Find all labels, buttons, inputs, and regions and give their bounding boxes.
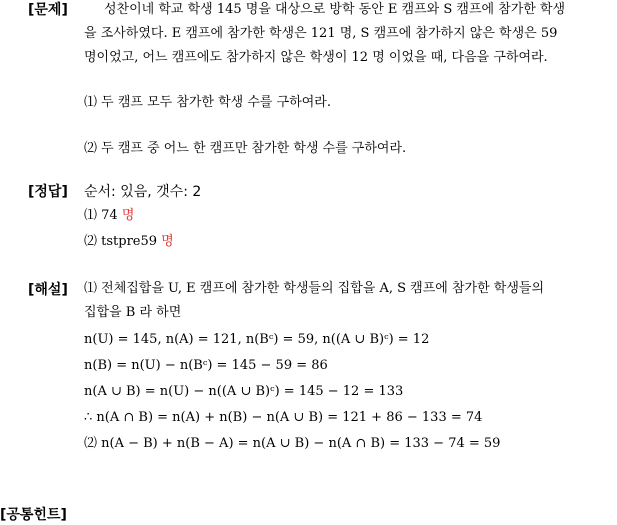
solution-line-7: ⑵ n(A − B) + n(B − A) = n(A ∪ B) − n(A ∩ B) = 133 − 74 = 59 (84, 436, 501, 451)
solution-line-2: 집합을 B 라 하면 (84, 305, 182, 320)
solution-line-1: ⑴ 전체집합을 U, E 캠프에 참가한 학생들의 집합을 A, S 캠프에 참가한 학생들의 (84, 281, 545, 296)
problem-label: [문제] (28, 2, 68, 18)
answer-meta: 순서: 있음, 갯수: 2 (84, 184, 202, 200)
question-1: ⑴ 두 캠프 모두 참가한 학생 수를 구하여라. (84, 95, 331, 110)
answer-1-value: ⑴ 74 (84, 208, 118, 223)
answer-1 (84, 204, 134, 228)
problem-line-1: 성찬이네 학교 학생 145 명을 대상으로 방학 동안 E 캠프와 S 캠프에 참가한 학생 (104, 2, 566, 17)
problem-line-2: 을 조사하였다. E 캠프에 참가한 학생은 121 명, S 캠프에 참가하지 않은 학생은 59 (84, 26, 558, 41)
answer-2 (84, 230, 174, 254)
answer-2-unit: 명 (161, 234, 174, 249)
solution-line-4: n(B) = n(U) − n(Bᶜ) = 145 − 59 = 86 (84, 358, 328, 373)
solution-line-5: n(A ∪ B) = n(U) − n((A ∪ B)ᶜ) = 145 − 12 = 133 (84, 384, 404, 399)
answer-1-unit: 명 (121, 208, 135, 223)
hint-label: [공통힌트] (0, 507, 67, 523)
question-2: ⑵ 두 캠프 중 어느 한 캠프만 참가한 학생 수를 구하여라. (84, 141, 407, 156)
solution-line-3: n(U) = 145, n(A) = 121, n(Bᶜ) = 59, n((A ∪ B)ᶜ) = 12 (84, 332, 430, 347)
solution-line-6: ∴ n(A ∩ B) = n(A) + n(B) − n(A ∪ B) = 121 + 86 − 133 = 74 (84, 410, 483, 425)
answer-label: [정답] (28, 184, 68, 200)
answer-2-value: ⑵ tstpre59 (84, 234, 158, 249)
solution-label: [해설] (28, 282, 68, 298)
problem-line-3: 명이었고, 어느 캠프에도 참가하지 않은 학생이 12 명 이었을 때, 다음을 구하여라. (84, 50, 548, 65)
